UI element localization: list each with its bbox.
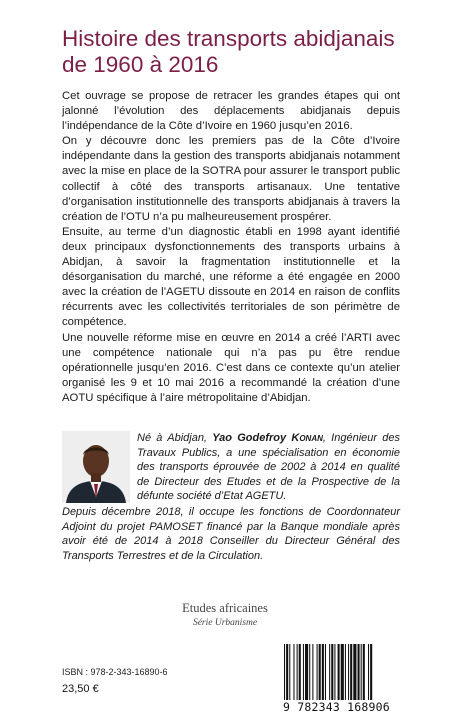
author-photo [62,431,130,503]
author-portrait-icon [62,431,130,503]
summary-paragraph: Ensuite, au terme d’un diagnostic établi en 1998 ayant identifié deux principaux dysfonctionnements des transports urbains à Abidjan, à savoir la fragmentation institutionnelle et la désorganisation du marché, une réforme a été engagée en 2000 avec la création de l’AGETU dissoute en 2014 en raison de conflits récurrents avec les collectivités territoriales de son périmètre de compétence. [62,225,400,329]
series-block [0,600,450,630]
back-cover-summary [62,89,400,406]
book-title: Histoire des transports abidjanais de 1960 à 2016 [62,26,395,77]
author-name: Yao Godefroy Konan [212,432,323,444]
summary-paragraph: On y découvre donc les premiers pas de la Côte d’Ivoire indépendante dans la gestion des transports abidjanais notamment avec la mise en place de la SOTRA pour assurer le transport public collectif à côté des transports artisanaux. Une tentative d’organisation institutionnelle des transports abidjanais à travers la création de l’OTU n’a pu malheureusement prospérer. [62,135,400,223]
author-bio-text: , Ingénieur des Travaux Publics, a une spécialisation en économie des transports éprouvée de 2002 à 2014 en qualité de Directeur des Etudes et de la Prospective de la défunte société d’Etat AGETU. [137,432,401,503]
born-prefix: Né à Abidjan, [137,432,207,444]
summary-paragraph: Une nouvelle réforme mise en œuvre en 2014 a créé l’ARTI avec une compétence nationale qui n’a pas pu être rendue opérationnelle jusqu’en 2016. C’est dans ce contexte qu’un atelier organisé les 9 et 10 mai 2016 a recommandé la création d’une AOTU spécifique à l’aire métropolitaine d’Abidjan. [62,331,400,404]
subseries-name: Série Urbanisme [192,618,258,628]
isbn: ISBN : 978-2-343-16890-6 [62,667,168,677]
barcode-digits: 9 782343 168906 [283,700,390,714]
collection-name: Etudes africaines [182,601,268,615]
price: 23,50 € [62,683,99,695]
author-bio [62,431,400,563]
summary-paragraph: Cet ouvrage se propose de retracer les grandes étapes qui ont jalonné l’évolution des déplacements abidjanais depuis l’indépendance de la Côte d’Ivoire en 1960 jusqu’en 2016. [62,90,400,133]
author-bio-second: Depuis décembre 2018, il occupe les fonctions de Coordonnateur Adjoint du projet PAMOSET financé par la Banque mondiale après avoir été de 2014 à 2018 Conseiller du Directeur Général des Transports Terrestres et de la Circulation. [62,506,400,562]
